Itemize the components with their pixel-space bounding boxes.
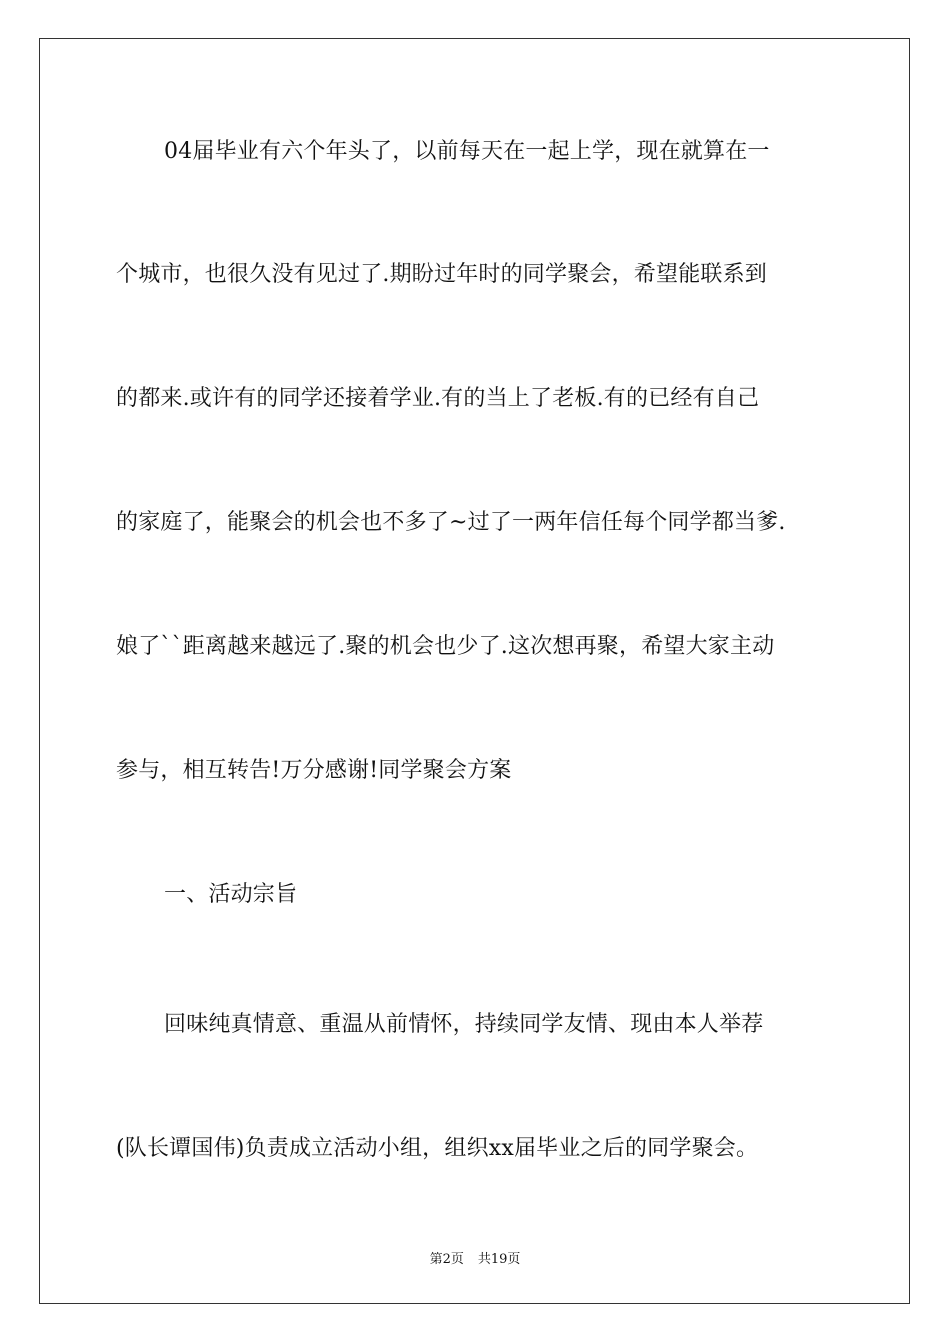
paragraph-line: 的家庭了，能聚会的机会也不多了~过了一两年信任每个同学都当爹. <box>116 510 786 535</box>
paragraph-line: 娘了``距离越来越远了.聚的机会也少了.这次想再聚，希望大家主动 <box>116 634 775 659</box>
page-frame <box>39 38 910 1304</box>
paragraph-line: 参与，相互转告!万分感谢!同学聚会方案 <box>116 758 512 783</box>
paragraph-line: 04届毕业有六个年头了，以前每天在一起上学，现在就算在一 <box>164 139 770 164</box>
paragraph-line: (队长谭国伟)负责成立活动小组，组织xx届毕业之后的同学聚会。 <box>116 1136 759 1161</box>
paragraph-line: 的都来.或许有的同学还接着学业.有的当上了老板.有的已经有自己 <box>116 386 760 411</box>
paragraph-line: 回味纯真情意、重温从前情怀，持续同学友情、现由本人举荐 <box>164 1012 764 1037</box>
page-number: 第2页 <box>429 1252 464 1267</box>
section-heading: 一、活动宗旨 <box>164 882 298 907</box>
page-footer <box>0 1248 950 1267</box>
paragraph-line: 个城市，也很久没有见过了.期盼过年时的同学聚会，希望能联系到 <box>116 262 767 287</box>
page-total: 共19页 <box>477 1252 521 1267</box>
